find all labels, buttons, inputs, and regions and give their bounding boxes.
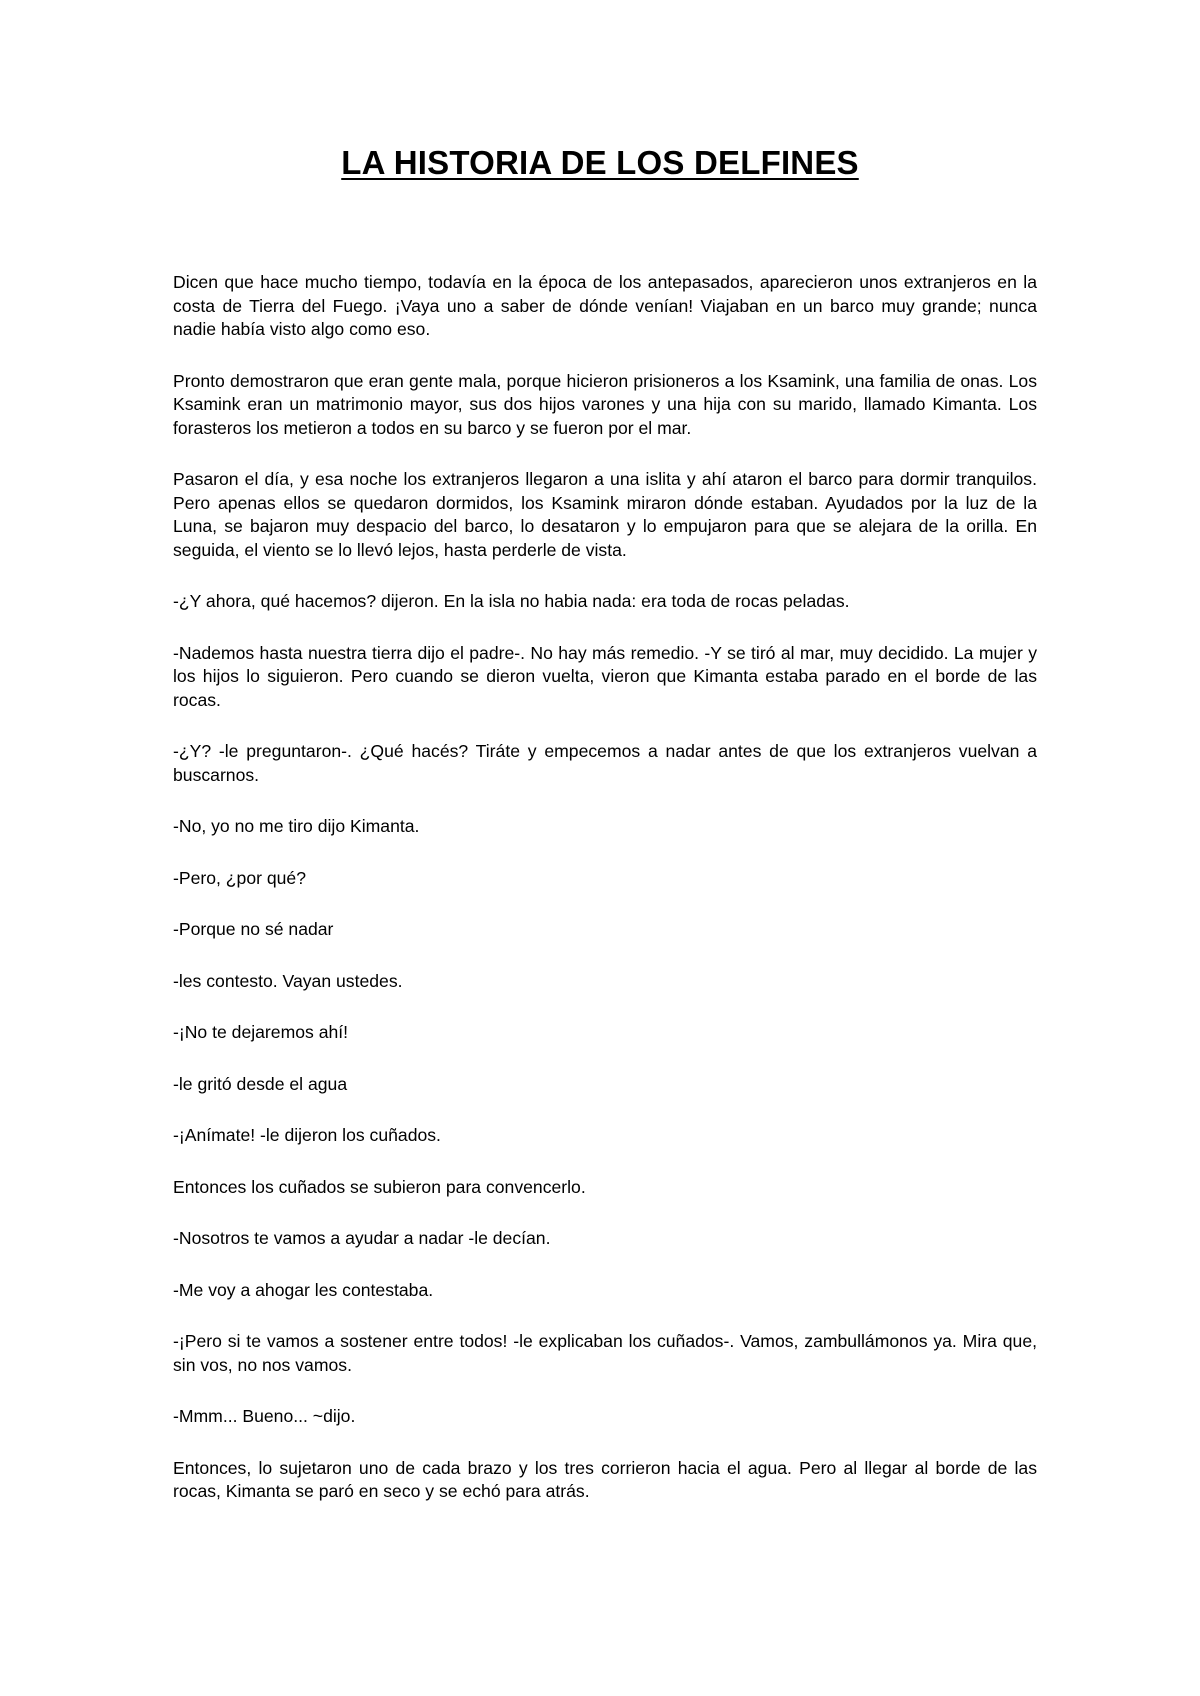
paragraph: -les contesto. Vayan ustedes. [173, 970, 403, 991]
paragraph: -Mmm... Bueno... ~dijo. [173, 1406, 356, 1426]
paragraph: -No, yo no me tiro dijo Kimanta. [173, 816, 420, 836]
paragraph: -¡Pero si te vamos a sostener entre todos! -le explicaban los cuñados-. Vamos, zambullámonos ya. Mira que, sin vos, no nos vamos. [173, 1331, 1037, 1375]
paragraph: -le gritó desde el agua [173, 1073, 348, 1094]
paragraph: -Me voy a ahogar les contestaba. [173, 1279, 434, 1300]
paragraph: Pronto demostraron que eran gente mala, porque hicieron prisioneros a los Ksamink, una familia de onas. Los Ksamink eran un matrimonio mayor, sus dos hijos varones y una hija con su marido, llamado Kimanta. Los forasteros los metieron a todos en su barco y se fueron por el mar. [173, 370, 1037, 438]
paragraph: Entonces, lo sujetaron uno de cada brazo y los tres corrieron hacia el agua. Pero al llegar al borde de las rocas, Kimanta se paró en seco y se echó para atrás. [173, 1457, 1037, 1501]
paragraph: -¿Y? -le preguntaron-. ¿Qué hacés? Tiráte y empecemos a nadar antes de que los extranjeros vuelvan a buscarnos. [173, 741, 1037, 785]
paragraph: Entonces los cuñados se subieron para convencerlo. [173, 1176, 586, 1197]
document-title: LA HISTORIA DE LOS DELFINES [341, 144, 859, 181]
paragraph: -¡No te dejaremos ahí! [173, 1022, 349, 1042]
paragraph: -¡Anímate! -le dijeron los cuñados. [173, 1125, 441, 1145]
paragraph: -Pero, ¿por qué? [173, 867, 307, 888]
paragraph: -Porque no sé nadar [173, 919, 334, 939]
paragraph: -¿Y ahora, qué hacemos? dijeron. En la isla no habia nada: era toda de rocas peladas. [173, 591, 850, 611]
paragraph: -Nademos hasta nuestra tierra dijo el padre-. No hay más remedio. -Y se tiró al mar, muy decidido. La mujer y los hijos lo siguieron. Pero cuando se dieron vuelta, vieron que Kimanta estaba parado en el borde de las rocas. [173, 642, 1037, 710]
paragraph: -Nosotros te vamos a ayudar a nadar -le decían. [173, 1228, 551, 1248]
document-body [173, 271, 1037, 1504]
paragraph: Pasaron el día, y esa noche los extranjeros llegaron a una islita y ahí ataron el barco para dormir tranquilos. Pero apenas ellos se quedaron dormidos, los Ksamink miraron dónde estaban. Ayudados por la luz de la Luna, se bajaron muy despacio del barco, lo desataron y lo empujaron para que se alejara de la orilla. En seguida, el viento se lo llevó lejos, hasta perderle de vista. [173, 469, 1037, 560]
paragraph: Dicen que hace mucho tiempo, todavía en la época de los antepasados, aparecieron unos extranjeros en la costa de Tierra del Fuego. ¡Vaya uno a saber de dónde venían! Viajaban en un barco muy grande; nunca nadie había visto algo como eso. [173, 272, 1037, 339]
